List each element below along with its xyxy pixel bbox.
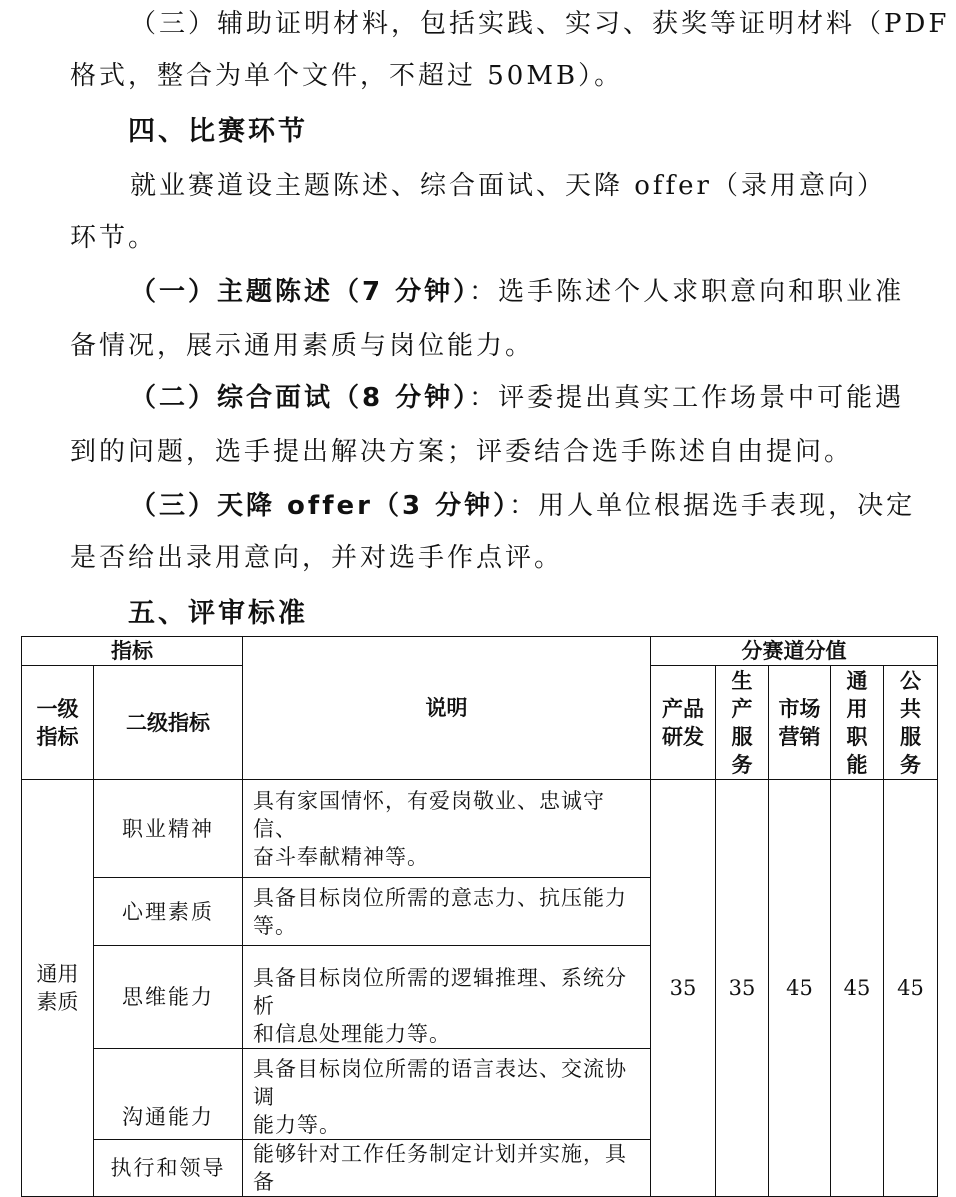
row-description: 具备目标岗位所需的意志力、抗压能力 等。: [243, 878, 651, 946]
header-track-general-function: 通 用 职 能: [831, 666, 884, 780]
section-heading: 四、比赛环节: [128, 116, 308, 147]
header-track-scores: 分赛道分值: [651, 637, 938, 666]
row-level2: 执行和领导: [94, 1140, 243, 1197]
paragraph-line: 到的问题，选手提出解决方案；评委结合选手陈述自由提问。: [70, 437, 854, 467]
paragraph-line: [130, 274, 904, 310]
score-general-function: 45: [831, 780, 884, 1197]
header-track-product-rd: 产品 研发: [651, 666, 716, 780]
row-description: 具备目标岗位所需的语言表达、交流协调 能力等。: [243, 1049, 651, 1140]
group-level1: 通用 素质: [22, 780, 94, 1197]
score-product-rd: 35: [651, 780, 716, 1197]
row-description: 具有家国情怀，有爱岗敬业、忠诚守信、 奋斗奉献精神等。: [243, 780, 651, 878]
item-text: ：用人单位根据选手表现，决定: [509, 491, 916, 521]
table-row: [22, 780, 938, 878]
row-level2: 心理素质: [94, 878, 243, 946]
paragraph-line: 格式，整合为单个文件，不超过 50MB）。: [70, 61, 624, 91]
score-public-service: 45: [884, 780, 938, 1197]
item-text: ：评委提出真实工作场景中可能遇: [469, 383, 905, 413]
score-production-service: 35: [716, 780, 769, 1197]
item-title: （二）综合面试（8 分钟）: [130, 383, 470, 413]
header-level2: 二级指标: [94, 666, 243, 780]
paragraph-line: [130, 488, 915, 524]
item-title: （三）天降 offer（3 分钟）: [130, 491, 510, 521]
score-marketing: 45: [769, 780, 831, 1197]
paragraph-line: 是否给出录用意向，并对选手作点评。: [70, 543, 564, 573]
scoring-table: [21, 636, 938, 1197]
paragraph-line: 备情况，展示通用素质与岗位能力。: [70, 331, 535, 361]
paragraph-line: （三）辅助证明材料，包括实践、实习、获奖等证明材料（PDF: [130, 9, 950, 39]
header-indicator: 指标: [22, 637, 243, 666]
header-level1: 一级 指标: [22, 666, 94, 780]
row-level2: 思维能力: [94, 946, 243, 1049]
row-level2: 沟通能力: [94, 1049, 243, 1140]
header-track-public-service: 公 共 服 务: [884, 666, 938, 780]
row-description: 具备目标岗位所需的逻辑推理、系统分析 和信息处理能力等。: [243, 946, 651, 1049]
header-description: 说明: [243, 637, 651, 780]
header-track-production-service: 生 产 服 务: [716, 666, 769, 780]
row-level2: 职业精神: [94, 780, 243, 878]
paragraph-line: 环节。: [70, 223, 158, 253]
section-heading: 五、评审标准: [128, 598, 308, 629]
paragraph-line: [130, 380, 904, 416]
paragraph-line: 就业赛道设主题陈述、综合面试、天降 offer（录用意向）: [130, 171, 886, 201]
item-title: （一）主题陈述（7 分钟）: [130, 277, 470, 307]
row-description: 能够针对工作任务制定计划并实施，具备: [243, 1140, 651, 1197]
header-track-marketing: 市场 营销: [769, 666, 831, 780]
item-text: ：选手陈述个人求职意向和职业准: [469, 277, 905, 307]
